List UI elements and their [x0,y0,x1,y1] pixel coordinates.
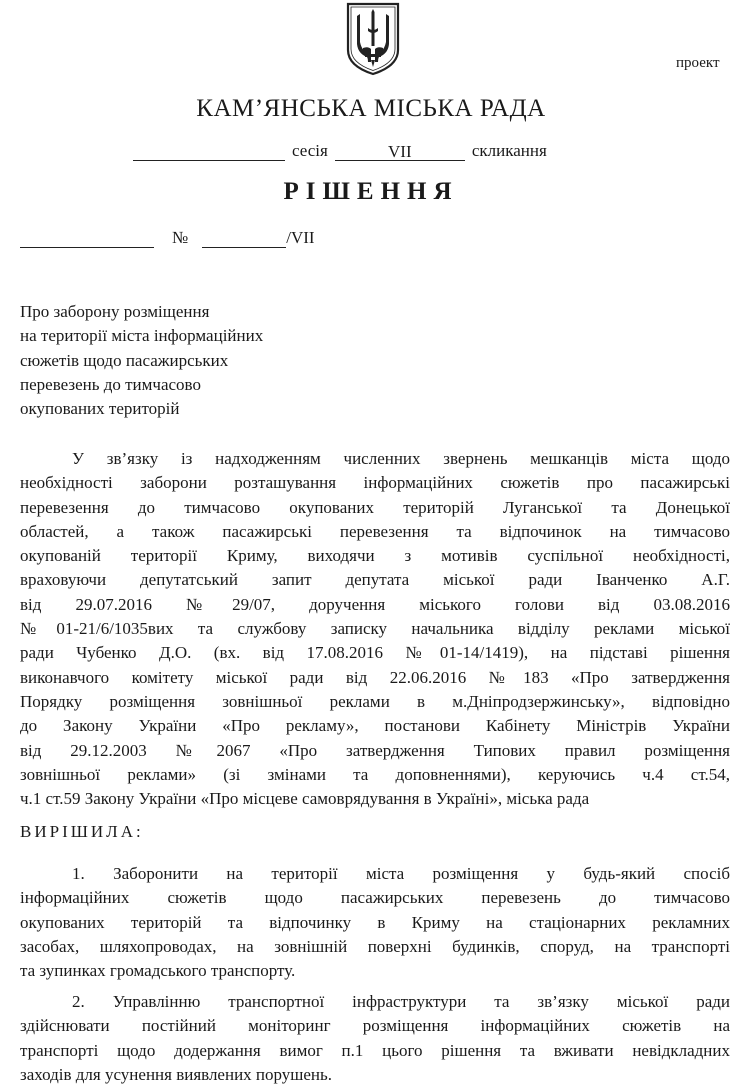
preamble-line: до Закону України «Про рекламу», постанови Кабінету Міністрів України [20,716,730,736]
preamble-line: зовнішньої реклами» (зі змінами та доповненнями), керуючись ч.4 ст.54, [20,764,730,784]
preamble-line: №01-21/6/1035вих та службову записку начальника відділу реклами міської [20,619,730,639]
subject-line: на території міста інформаційних [20,326,264,346]
preamble-line: враховуючи депутатський запит депутата міської ради Іванченко А.Г. [20,570,730,590]
decision-date-blank [20,231,154,248]
item-line: та зупинках громадського транспорту. [20,961,296,981]
subject-line: окупованих територій [20,399,180,419]
decision-item-2 [20,990,730,1087]
decision-subject [20,300,263,421]
item-line: засобах, шляхопроводах, на зовнішній поверхні будинків, споруд, на транспорті [20,936,730,956]
decision-number-blank [202,231,286,248]
convocation-word: скликання [471,141,547,160]
decided-label: ВИРІШИЛА: [20,822,144,841]
session-line [133,141,547,161]
preamble-line: перевезення до тимчасово окупованих територій Луганської та Донецької [20,497,730,517]
preamble-paragraph [20,447,730,811]
item-line: транспорті щодо додержання вимог п.1 цього рішення та вживати невідкладних [20,1040,730,1060]
item-line: 1. Заборонити на території міста розміщення у будь-який спосіб [72,864,730,883]
subject-line: Про заборону розміщення [20,302,210,321]
subject-line: перевезень до тимчасово [20,374,201,394]
draft-label: проект [676,55,720,71]
preamble-line: виконавчого комітету міської ради від 22.06.2016 №183 «Про затвердження [20,667,730,687]
preamble-line: Порядку розміщення зовнішньої реклами в м.Дніпродзержинську», відповідно [20,691,730,711]
coat-of-arms-icon [346,2,400,76]
number-suffix: /VII [286,228,315,247]
number-line [20,228,315,248]
preamble-line: від 29.12.2003 №2067 «Про затвердження Типових правил розміщення [20,740,730,760]
subject-line: сюжетів щодо пасажирських [20,350,229,370]
preamble-line: областей, а також пасажирські перевезення та відпочинок на тимчасово [20,521,730,541]
session-word: сесія [292,141,328,160]
item-line: інформаційних сюжетів щодо пасажирських перевезень до тимчасово [20,888,730,908]
decision-item-1 [20,862,730,983]
item-line: окупованих територій та відпочинку в Криму на стаціонарних рекламних [20,912,730,932]
item-line: 2. Управлінню транспортної інфраструктури та зв’язку міської ради [72,992,730,1011]
session-date-blank [133,144,285,161]
preamble-line: від 29.07.2016 №29/07, доручення міського голови від 03.08.2016 [20,594,730,614]
convocation-number: VII [335,144,465,161]
preamble-line: ч.1 ст.59 Закону України «Про місцеве самоврядування в Україні», міська рада [20,789,590,809]
preamble-line: ради Чубенко Д.О. (вх. від 17.08.2016 №01-14/1419), на підставі рішення [20,643,730,663]
item-line: заходів для усунення виявлених порушень. [20,1064,333,1084]
decision-title: РІШЕННЯ [283,178,459,205]
number-sign: № [172,228,189,247]
council-name: КАМ’ЯНСЬКА МІСЬКА РАДА [196,95,546,122]
preamble-line: необхідності заборони розташування інформаційних сюжетів про пасажирські [20,473,730,493]
preamble-line: окупованій території Криму, виходячи з мотивів суспільної необхідності, [20,546,730,566]
item-line: здійснювати постійний моніторинг розміщення інформаційних сюжетів на [20,1016,730,1036]
preamble-line: У зв’язку із надходженням численних звернень мешканців міста щодо [72,449,730,468]
